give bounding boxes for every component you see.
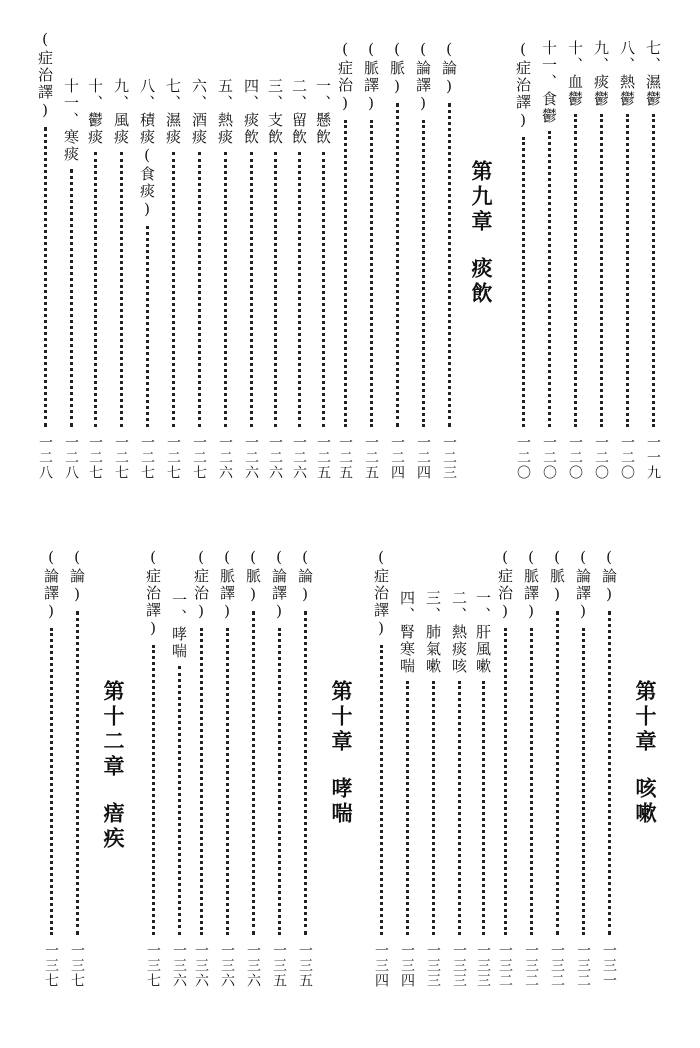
toc-entry[interactable] — [310, 78, 336, 480]
dot-leader — [304, 611, 307, 935]
toc-entry-label: 七、濕鬱 — [644, 40, 662, 108]
toc-entry-label: 十、血鬱 — [566, 40, 584, 108]
toc-entry-page: 一二四 — [389, 435, 405, 480]
chapter-number: 第十章 — [633, 680, 658, 755]
toc-entry[interactable] — [544, 548, 570, 988]
toc-entry[interactable] — [446, 590, 472, 988]
toc-entry-label: 四、痰飲 — [242, 78, 260, 146]
toc-entry-label: 五、熱痰 — [216, 78, 234, 146]
toc-entry-label: (脈) — [388, 40, 406, 97]
dot-leader — [608, 611, 611, 935]
toc-entry-label: (症治譯) — [372, 548, 390, 639]
toc-entry[interactable] — [134, 78, 160, 480]
toc-entry-page: 一三七 — [43, 943, 59, 988]
toc-entry-label: 二、留飲 — [290, 78, 308, 146]
toc-entry-label: (症治) — [336, 40, 354, 114]
toc-entry-label: (論) — [68, 548, 86, 605]
toc-entry-label: 八、熱鬱 — [618, 40, 636, 108]
dot-leader — [198, 152, 201, 427]
toc-entry-page: 一二七 — [87, 435, 103, 480]
toc-entry[interactable] — [82, 78, 108, 480]
dot-leader — [224, 152, 227, 427]
chapter-name: 瘖疾 — [101, 802, 126, 852]
toc-entry-label: (論) — [600, 548, 618, 605]
dot-leader — [652, 114, 655, 427]
toc-entry[interactable] — [292, 548, 318, 988]
dot-leader — [530, 628, 533, 935]
chapter-name: 痰飲 — [469, 257, 494, 307]
toc-entry-label: (論) — [440, 40, 458, 97]
dot-leader — [94, 152, 97, 427]
dot-leader — [582, 628, 585, 935]
toc-entry[interactable] — [518, 548, 544, 988]
dot-leader — [250, 152, 253, 427]
toc-entry-page: 一二〇 — [619, 435, 635, 480]
toc-entry-page: 一二〇 — [567, 435, 583, 480]
dot-leader — [432, 681, 435, 935]
toc-entry-page: 一三五 — [271, 943, 287, 988]
toc-entry-label: 十、鬱痰 — [86, 78, 104, 146]
toc-entry[interactable] — [262, 78, 288, 480]
dot-leader — [626, 114, 629, 427]
dot-leader — [406, 681, 409, 935]
toc-entry-label: (論譯) — [414, 40, 432, 114]
toc-entry-label: (論譯) — [42, 548, 60, 622]
toc-entry[interactable] — [214, 548, 240, 988]
toc-entry-label: 一、哮喘 — [170, 592, 188, 660]
dot-leader — [522, 137, 525, 427]
dot-leader — [50, 628, 53, 935]
toc-entry-page: 一二八 — [37, 435, 53, 480]
toc-entry-page: 一三三 — [475, 943, 491, 988]
toc-entry-page: 一三六 — [171, 943, 187, 988]
toc-entry-label: (論) — [296, 548, 314, 605]
toc-entry[interactable] — [358, 40, 384, 480]
toc-entry-page: 一三三 — [425, 943, 441, 988]
toc-entry-label: 十一、食鬱 — [540, 40, 558, 125]
dot-leader — [556, 611, 559, 935]
toc-entry[interactable] — [160, 78, 186, 480]
toc-entry[interactable] — [186, 78, 212, 480]
toc-entry[interactable] — [614, 40, 640, 480]
dot-leader — [76, 611, 79, 935]
toc-entry-label: 九、風痰 — [112, 78, 130, 146]
toc-entry-page: 一二六 — [217, 435, 233, 480]
toc-entry[interactable] — [286, 78, 312, 480]
toc-entry-label: (症治譯) — [514, 40, 532, 131]
toc-entry[interactable] — [470, 590, 496, 988]
dot-leader — [574, 114, 577, 427]
dot-leader — [600, 114, 603, 427]
toc-entry-page: 一一九 — [645, 435, 661, 480]
toc-entry[interactable] — [38, 548, 64, 988]
toc-entry-page: 一三四 — [373, 943, 389, 988]
toc-entry[interactable] — [640, 40, 666, 480]
toc-entry-page: 一二六 — [267, 435, 283, 480]
toc-entry[interactable] — [562, 40, 588, 480]
dot-leader — [448, 103, 451, 427]
dot-leader — [252, 611, 255, 935]
toc-entry-page: 一二七 — [165, 435, 181, 480]
toc-entry-page: 一二七 — [113, 435, 129, 480]
toc-entry[interactable] — [240, 548, 266, 988]
toc-entry[interactable] — [368, 548, 394, 988]
toc-entry-label: (症治) — [192, 548, 210, 622]
toc-entry-page: 一二〇 — [515, 435, 531, 480]
dot-leader — [504, 628, 507, 935]
toc-entry[interactable] — [420, 590, 446, 988]
toc-entry[interactable] — [394, 590, 420, 988]
toc-entry-page: 一三六 — [193, 943, 209, 988]
toc-entry-label: 四、腎寒喘 — [398, 590, 416, 675]
toc-entry[interactable] — [238, 78, 264, 480]
toc-entry-label: 三、支飲 — [266, 78, 284, 146]
dot-leader — [370, 120, 373, 427]
toc-entry-page: 一三七 — [69, 943, 85, 988]
chapter-number: 第十章 — [329, 680, 354, 755]
toc-entry-page: 一二五 — [315, 435, 331, 480]
toc-entry-page: 一三六 — [245, 943, 261, 988]
toc-entry-page: 一二六 — [291, 435, 307, 480]
toc-entry-label: 一、懸飲 — [314, 78, 332, 146]
toc-entry-page: 一二〇 — [541, 435, 557, 480]
dot-leader — [380, 645, 383, 935]
toc-entry[interactable] — [212, 78, 238, 480]
toc-entry-page: 一二五 — [363, 435, 379, 480]
toc-entry-label: 六、酒痰 — [190, 78, 208, 146]
chapter-title — [630, 680, 660, 827]
toc-entry-label: (脈譯) — [522, 548, 540, 622]
toc-entry-page: 一三四 — [399, 943, 415, 988]
toc-entry-page: 一三二 — [575, 943, 591, 988]
dot-leader — [298, 152, 301, 427]
toc-entry-label: (脈) — [548, 548, 566, 605]
dot-leader — [44, 127, 47, 427]
toc-entry-page: 一三七 — [145, 943, 161, 988]
toc-entry-page: 一三二 — [523, 943, 539, 988]
toc-entry[interactable] — [140, 548, 166, 988]
dot-leader — [422, 120, 425, 427]
chapter-number: 第十二章 — [101, 680, 126, 780]
toc-entry-label: (症治譯) — [144, 548, 162, 639]
dot-leader — [344, 120, 347, 427]
toc-entry-page: 一二四 — [415, 435, 431, 480]
toc-entry-page: 一二五 — [337, 435, 353, 480]
dot-leader — [458, 681, 461, 935]
toc-entry[interactable] — [108, 78, 134, 480]
toc-entry[interactable] — [436, 40, 462, 480]
toc-entry[interactable] — [64, 548, 90, 988]
toc-entry-label: (症治譯) — [36, 30, 54, 121]
chapter-name: 哮喘 — [329, 777, 354, 827]
toc-entry-label: 八、積痰(食痰) — [138, 78, 156, 220]
dot-leader — [548, 131, 551, 427]
dot-leader — [482, 681, 485, 935]
dot-leader — [322, 152, 325, 427]
toc-entry[interactable] — [58, 78, 84, 480]
dot-leader — [172, 152, 175, 427]
toc-entry-label: 九、痰鬱 — [592, 40, 610, 108]
toc-entry-label: (論譯) — [574, 548, 592, 622]
dot-leader — [70, 169, 73, 427]
dot-leader — [396, 103, 399, 427]
toc-entry-label: (脈) — [244, 548, 262, 605]
toc-entry-page: 一三五 — [297, 943, 313, 988]
toc-entry[interactable] — [410, 40, 436, 480]
toc-entry[interactable] — [266, 548, 292, 988]
toc-entry[interactable] — [570, 548, 596, 988]
chapter-title — [466, 160, 496, 307]
toc-entry-label: 七、濕痰 — [164, 78, 182, 146]
chapter-name: 咳嗽 — [633, 777, 658, 827]
dot-leader — [274, 152, 277, 427]
toc-entry[interactable] — [510, 40, 536, 480]
dot-leader — [146, 226, 149, 427]
dot-leader — [200, 628, 203, 935]
toc-entry-label: 三、肺氣嗽 — [424, 590, 442, 675]
toc-entry-label: 二、熱痰咳 — [450, 590, 468, 675]
toc-entry-page: 一三二 — [549, 943, 565, 988]
toc-entry[interactable] — [596, 548, 622, 988]
toc-entry-page: 一三二 — [497, 943, 513, 988]
toc-entry-label: 十一、寒痰 — [62, 78, 80, 163]
toc-entry[interactable] — [384, 40, 410, 480]
toc-entry-page: 一二〇 — [593, 435, 609, 480]
toc-entry-page: 一二七 — [191, 435, 207, 480]
dot-leader — [120, 152, 123, 427]
toc-entry-page: 一三三 — [451, 943, 467, 988]
dot-leader — [152, 645, 155, 935]
toc-entry-page: 一三一 — [601, 943, 617, 988]
chapter-title — [326, 680, 356, 827]
toc-entry[interactable] — [166, 592, 192, 988]
toc-entry-label: (論譯) — [270, 548, 288, 622]
toc-entry-label: (脈譯) — [362, 40, 380, 114]
toc-entry[interactable] — [32, 30, 58, 480]
toc-entry-page: 一二六 — [243, 435, 259, 480]
toc-entry-page: 一二三 — [441, 435, 457, 480]
toc-entry-label: 一、肝風嗽 — [474, 590, 492, 675]
toc-entry-page: 一二八 — [63, 435, 79, 480]
toc-entry[interactable] — [588, 40, 614, 480]
toc-entry-page: 一三六 — [219, 943, 235, 988]
toc-entry-page: 一二七 — [139, 435, 155, 480]
toc-entry-label: (脈譯) — [218, 548, 236, 622]
dot-leader — [278, 628, 281, 935]
chapter-title — [98, 680, 128, 852]
dot-leader — [226, 628, 229, 935]
toc-entry-label: (症治) — [496, 548, 514, 622]
toc-entry[interactable] — [536, 40, 562, 480]
chapter-number: 第九章 — [469, 160, 494, 235]
dot-leader — [178, 666, 181, 935]
